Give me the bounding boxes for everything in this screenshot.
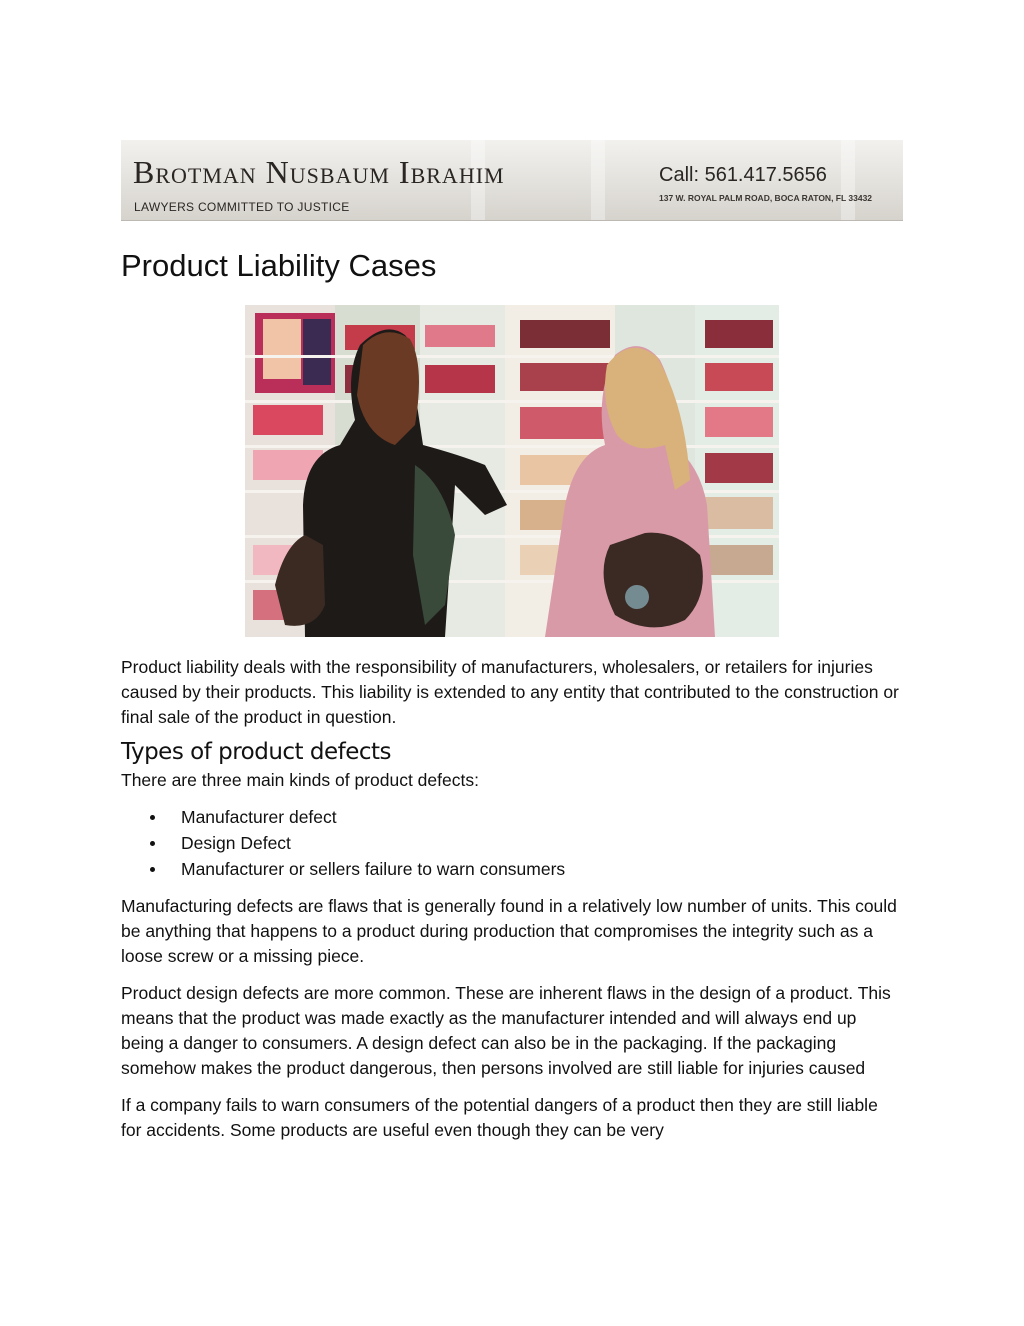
photo-two-women-cosmetics-store-icon [245,305,779,637]
section-heading: Types of product defects [121,739,392,765]
document-page [121,140,903,1143]
firm-tagline: LAWYERS COMMITTED TO JUSTICE [134,200,350,214]
law-firm-banner [121,140,903,221]
failure-to-warn-paragraph: If a company fails to warn consumers of the potential dangers of a product then they are still liable for accidents. Some products are useful even though they can be very [121,1095,878,1140]
list-item-label: Design Defect [181,833,291,853]
list-item [181,804,903,830]
bullet-icon [150,815,155,820]
list-item-label: Manufacturer defect [181,807,337,827]
defects-list [121,804,903,882]
list-item [181,830,903,856]
list-item-label: Manufacturer or sellers failure to warn consumers [181,859,566,879]
manufacturing-defects-paragraph: Manufacturing defects are flaws that is generally found in a relatively low number of units. This could be anything that happens to a product during production that compromises the integrity such as a loose screw or a missing piece. [121,896,897,966]
banner-column-decoration [841,140,855,220]
intro-paragraph: Product liability deals with the responsibility of manufacturers, wholesalers, or retailers for injuries caused by their products. This liability is extended to any entity that contributed to the construction or final sale of the product in question. [121,657,899,727]
bullet-icon [150,841,155,846]
design-defects-paragraph: Product design defects are more common. These are inherent flaws in the design of a product. This means that the product was made exactly as the manufacturer intended and will always end up being a danger to consumers. A design defect can also be in the packaging. If the packaging somehow makes the product dangerous, then persons involved are still liable for injuries caused [121,983,891,1078]
store-photo [245,305,779,637]
firm-phone: Call: 561.417.5656 [659,164,827,186]
list-item [181,856,903,882]
bullet-icon [150,867,155,872]
banner-column-decoration [591,140,605,220]
page-title: Product Liability Cases [121,248,437,283]
firm-address: 137 W. ROYAL PALM ROAD, BOCA RATON, FL 33432 [659,193,873,203]
list-intro: There are three main kinds of product defects: [121,770,479,790]
firm-name: Brotman Nusbaum Ibrahim [133,154,505,190]
